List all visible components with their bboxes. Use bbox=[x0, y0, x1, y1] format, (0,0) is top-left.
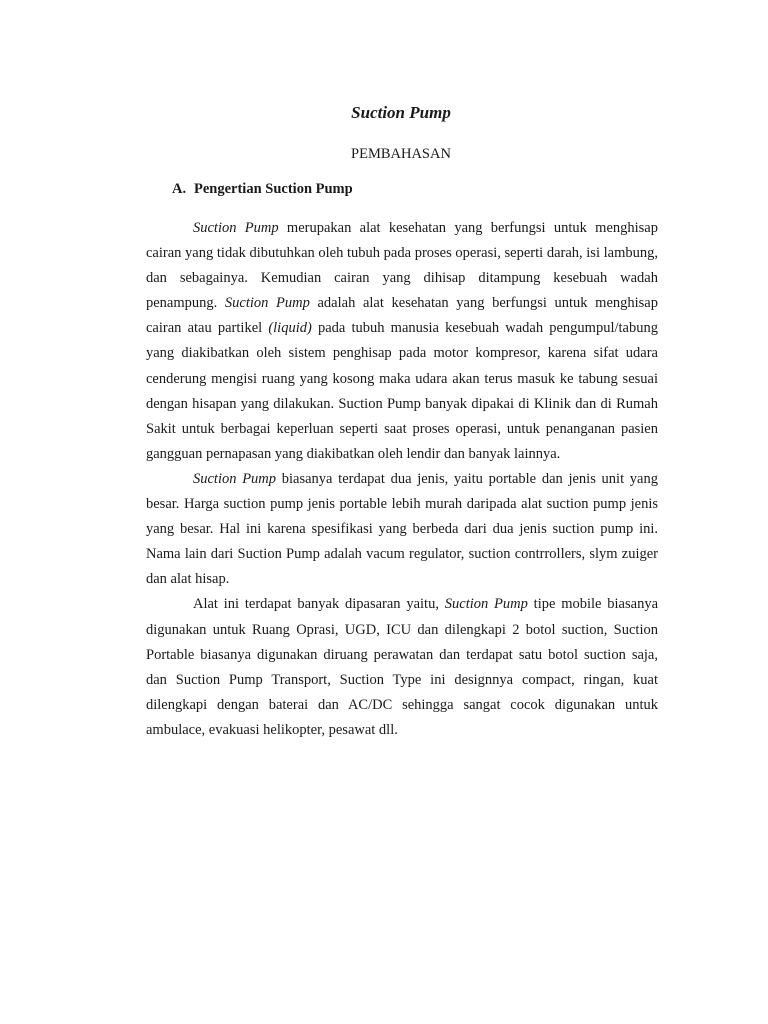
document-subtitle: PEMBAHASAN bbox=[351, 146, 451, 162]
italic-text-run: Suction Pump bbox=[193, 220, 279, 236]
text-run: merupakan alat kesehatan yang berfungsi untuk menghisap cairan yang tidak dibutuhkan oleh tubuh pada proses operasi, seperti darah, isi lambung, dan sebagainya. Kemudian cairan yang dihisap ditampung kesebuah wadah penampung. bbox=[146, 220, 658, 312]
paragraph-2 bbox=[146, 467, 658, 592]
document-title: Suction Pump bbox=[351, 103, 451, 122]
italic-text-run: Suction Pump bbox=[444, 596, 528, 613]
italic-text-run: Suction Pump bbox=[193, 470, 277, 487]
section-heading bbox=[172, 178, 353, 200]
paragraph-3 bbox=[146, 592, 658, 743]
paragraph-1 bbox=[146, 216, 658, 467]
text-run: tipe mobile biasanya digunakan untuk Ruang Oprasi, UGD, ICU dan dilengkapi 2 botol suction, Suction Portable biasanya digunakan diruang perawatan dan terdapat satu botol suction saja, dan Suction Pump Transport, Suction Type ini designnya compact, ringan, kuat dilengkapi dengan baterai dan AC/DC sehingga sangat cocok digunakan untuk ambulace, evakuasi helikopter, pesawat dll. bbox=[146, 596, 659, 738]
text-run: Alat ini terdapat banyak dipasaran yaitu, bbox=[193, 596, 445, 613]
text-run: adalah alat kesehatan yang berfungsi untuk menghisap cairan atau partikel bbox=[146, 295, 658, 337]
section-heading-text: Pengertian Suction Pump bbox=[194, 181, 353, 197]
text-run: biasanya terdapat dua jenis, yaitu portable dan jenis unit yang besar. Harga suction pump jenis portable lebih murah daripada alat suction pump jenis yang besar. Hal ini karena spesifikasi yang berbeda dari dua jenis suction pump ini. Nama lain dari Suction Pump adalah vacum regulator, suction contrrollers, slym zuiger dan alat hisap. bbox=[146, 470, 658, 588]
italic-text-run: (liquid) bbox=[268, 320, 312, 337]
italic-text-run: Suction Pump bbox=[224, 295, 310, 312]
section-letter: A. bbox=[172, 181, 187, 197]
body-text bbox=[146, 216, 658, 743]
text-run: pada tubuh manusia kesebuah wadah pengumpul/tabung yang diakibatkan oleh sistem penghisap pada motor kompresor, karena sifat udara cenderung mengisi ruang yang kosong maka udara akan terus masuk ke tabung sesuai dengan hisapan yang dilakukan. Suction Pump banyak dipakai di Klinik dan di Rumah Sakit untuk berbagai keperluan seperti saat proses operasi, untuk penanganan pasien gangguan pernapasan yang diakibatkan oleh lendir dan banyak lainnya. bbox=[146, 320, 658, 462]
